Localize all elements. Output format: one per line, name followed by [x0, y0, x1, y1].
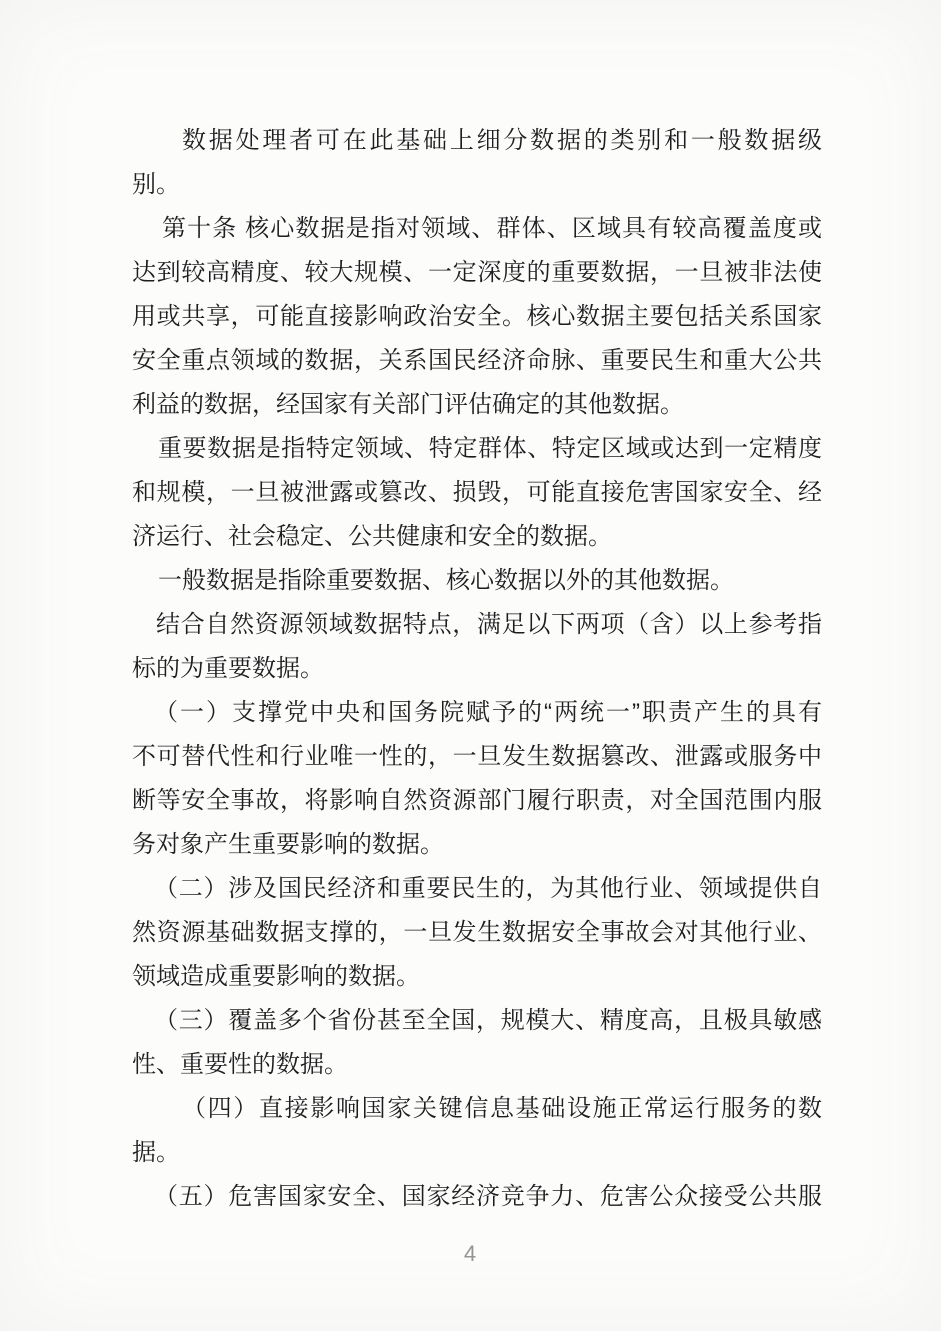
text-line: 领域造成重要影响的数据。	[132, 963, 420, 990]
paragraph	[132, 603, 822, 691]
text-line: 务对象产生重要影响的数据。	[132, 831, 444, 858]
paragraph	[132, 427, 822, 559]
text-line: 用或共享，可能直接影响政治安全。核心数据主要包括关系国家	[132, 303, 822, 330]
text-line: （五）危害国家安全、国家经济竞争力、危害公众接受公共服	[154, 1183, 822, 1210]
text-line: 然资源基础数据支撑的，一旦发生数据安全事故会对其他行业、	[132, 919, 822, 946]
page-footer	[0, 1240, 941, 1268]
text-line: 一般数据是指除重要数据、核心数据以外的其他数据。	[158, 567, 734, 594]
text-line: 达到较高精度、较大规模、一定深度的重要数据，一旦被非法使	[132, 259, 822, 286]
text-line: 数据处理者可在此基础上细分数据的类别和一般数据级	[182, 127, 822, 154]
text-line: 不可替代性和行业唯一性的，一旦发生数据篡改、泄露或服务中	[132, 743, 822, 770]
paragraph	[132, 119, 822, 207]
text-line: 性、重要性的数据。	[132, 1051, 348, 1078]
paragraph	[132, 207, 822, 427]
text-line: （四）直接影响国家关键信息基础设施正常运行服务的数	[182, 1095, 822, 1122]
text-line: （三）覆盖多个省份甚至全国，规模大、精度高，且极具敏感	[154, 1007, 822, 1034]
text-line: 标的为重要数据。	[132, 655, 324, 682]
text-line: 和规模，一旦被泄露或篡改、损毁，可能直接危害国家安全、经	[132, 479, 822, 506]
paragraph	[132, 1087, 822, 1175]
paragraph	[132, 559, 822, 603]
text-line: 断等安全事故，将影响自然资源部门履行职责，对全国范围内服	[132, 787, 822, 814]
paragraph	[132, 867, 822, 999]
text-line: 利益的数据，经国家有关部门评估确定的其他数据。	[132, 391, 684, 418]
text-line: 济运行、社会稳定、公共健康和安全的数据。	[132, 523, 612, 550]
text-line: 结合自然资源领域数据特点，满足以下两项（含）以上参考指	[156, 611, 822, 638]
text-line: 第十条 核心数据是指对领域、群体、区域具有较高覆盖度或	[162, 215, 822, 242]
text-block	[132, 119, 822, 1219]
text-line: 据。	[132, 1139, 180, 1166]
paragraph	[132, 691, 822, 867]
text-line: 别。	[132, 171, 180, 198]
page-number: 4	[463, 1241, 478, 1266]
text-line: 重要数据是指特定领域、特定群体、特定区域或达到一定精度	[158, 435, 822, 462]
paragraph	[132, 999, 822, 1087]
text-line: （一）支撑党中央和国务院赋予的“两统一”职责产生的具有	[154, 699, 822, 726]
text-line: （二）涉及国民经济和重要民生的，为其他行业、领域提供自	[154, 875, 822, 902]
paragraph	[132, 1175, 822, 1219]
text-line: 安全重点领域的数据，关系国民经济命脉、重要民生和重大公共	[132, 347, 822, 374]
